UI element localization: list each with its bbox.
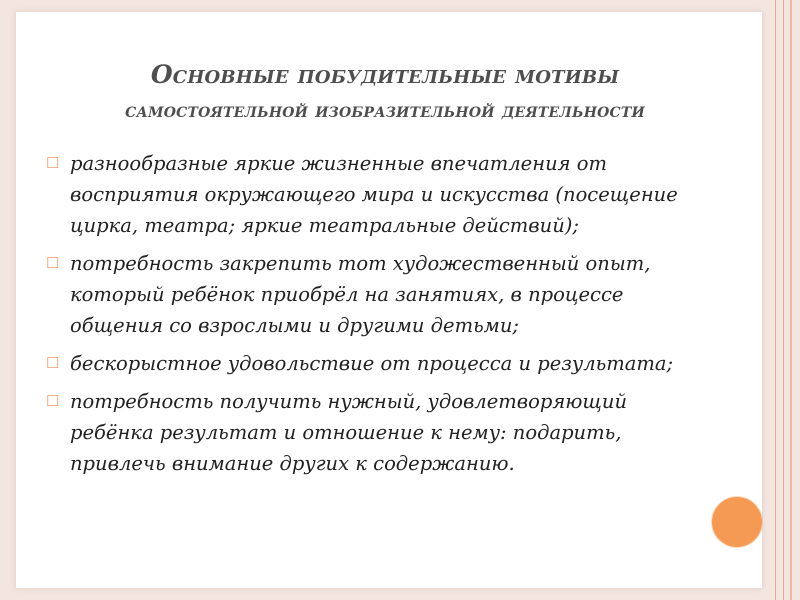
bullet-item xyxy=(46,148,686,241)
orange-accent-circle xyxy=(712,497,762,547)
slide-title xyxy=(20,56,750,126)
title-line-1: Основные побудительные мотивы xyxy=(150,60,620,89)
decorative-rail-line xyxy=(775,0,776,600)
bullet-item xyxy=(46,248,686,341)
bullet-list xyxy=(46,148,686,486)
decorative-rail-line xyxy=(783,0,784,600)
decorative-rail-line xyxy=(790,0,792,600)
bullet-text: разнообразные яркие жизненные впечатления от восприятия окружающего мира и искусства (посещение цирка, театра; яркие театральные действий); xyxy=(70,152,678,237)
title-line-2: самостоятельной изобразительной деятельности xyxy=(125,97,645,122)
checkbox-bullet-icon: ☐ xyxy=(46,392,60,410)
checkbox-bullet-icon: ☐ xyxy=(46,354,60,372)
bullet-text: потребность получить нужный, удовлетворяющий ребёнка результат и отношение к нему: подарить, привлечь внимание других к содержанию. xyxy=(70,390,628,475)
checkbox-bullet-icon: ☐ xyxy=(46,154,60,172)
bullet-text: потребность закрепить тот художественный опыт, который ребёнок приобрёл на занятиях, в процессе общения со взрослыми и другими детьми; xyxy=(70,252,651,337)
bullet-text: бескорыстное удовольствие от процесса и результата; xyxy=(70,352,674,375)
checkbox-bullet-icon: ☐ xyxy=(46,254,60,272)
bullet-item xyxy=(46,348,686,379)
bullet-item xyxy=(46,386,686,479)
